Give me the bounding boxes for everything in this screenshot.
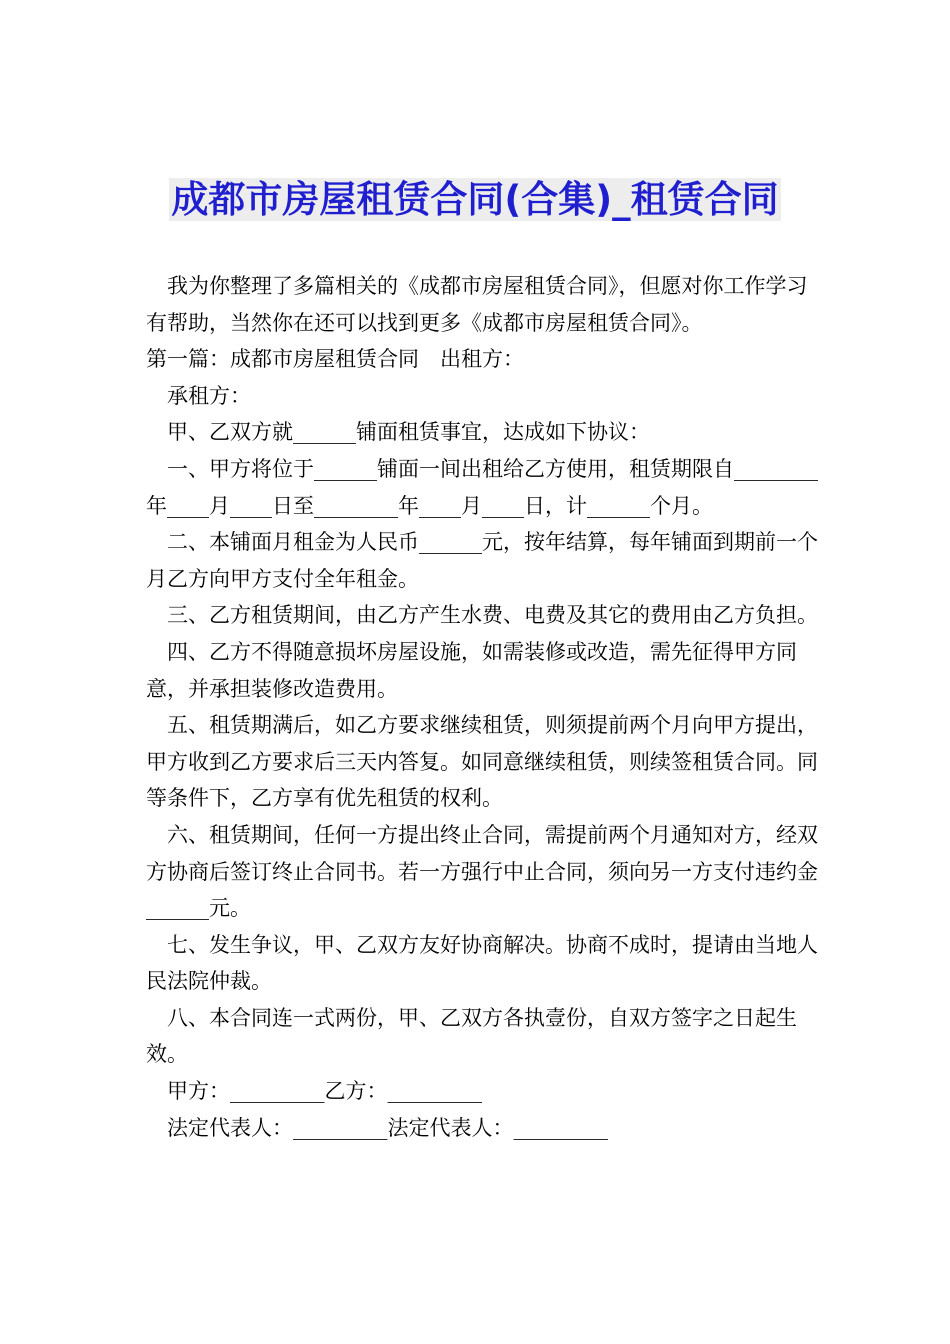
clause-6: 六、租赁期间，任何一方提出终止合同，需提前两个月通知对方，经双方协商后签订终止合同书。若一方强行中止合同，须向另一方支付违约金______元。 <box>146 822 818 921</box>
signature-representatives: 法定代表人：_________法定代表人：_________ <box>167 1115 608 1140</box>
clause-5: 五、租赁期满后，如乙方要求继续租赁，则须提前两个月向甲方提出，甲方收到乙方要求后三天内答复。如同意继续租赁，则续签租赁合同。同等条件下，乙方享有优先租赁的权利。 <box>146 713 818 811</box>
signature-parties: 甲方：_________乙方：_________ <box>167 1079 482 1104</box>
clause-8: 八、本合同连一式两份，甲、乙双方各执壹份，自双方签字之日起生效。 <box>146 1005 797 1067</box>
intro-paragraph: 我为你整理了多篇相关的《成都市房屋租赁合同》，但愿对你工作学习有帮助，当然你在还可以找到更多《成都市房屋租赁合同》。 <box>146 274 808 335</box>
lessee-line: 承租方： <box>167 383 251 408</box>
document-title <box>0 176 950 224</box>
clause-3: 三、乙方租赁期间，由乙方产生水费、电费及其它的费用由乙方负担。 <box>167 603 818 628</box>
clause-7: 七、发生争议，甲、乙双方友好协商解决。协商不成时，提请由当地人民法院仲裁。 <box>146 932 818 994</box>
document-body <box>146 268 818 1146</box>
clause-1: 一、甲方将位于______铺面一间出租给乙方使用，租赁期限自________年____月____日至________年____月____日，计______个月。 <box>146 456 818 518</box>
section-heading-lessor: 第一篇：成都市房屋租赁合同 出租方： <box>146 347 524 372</box>
agreement-intro: 甲、乙双方就______铺面租赁事宜，达成如下协议： <box>167 420 650 445</box>
clause-4: 四、乙方不得随意损坏房屋设施，如需装修或改造，需先征得甲方同意，并承担装修改造费用。 <box>146 639 797 701</box>
clause-2: 二、本铺面月租金为人民币______元，按年结算，每年铺面到期前一个月乙方向甲方支付全年租金。 <box>146 530 818 591</box>
document-title-text: 成都市房屋租赁合同(合集)_租赁合同 <box>171 178 779 221</box>
